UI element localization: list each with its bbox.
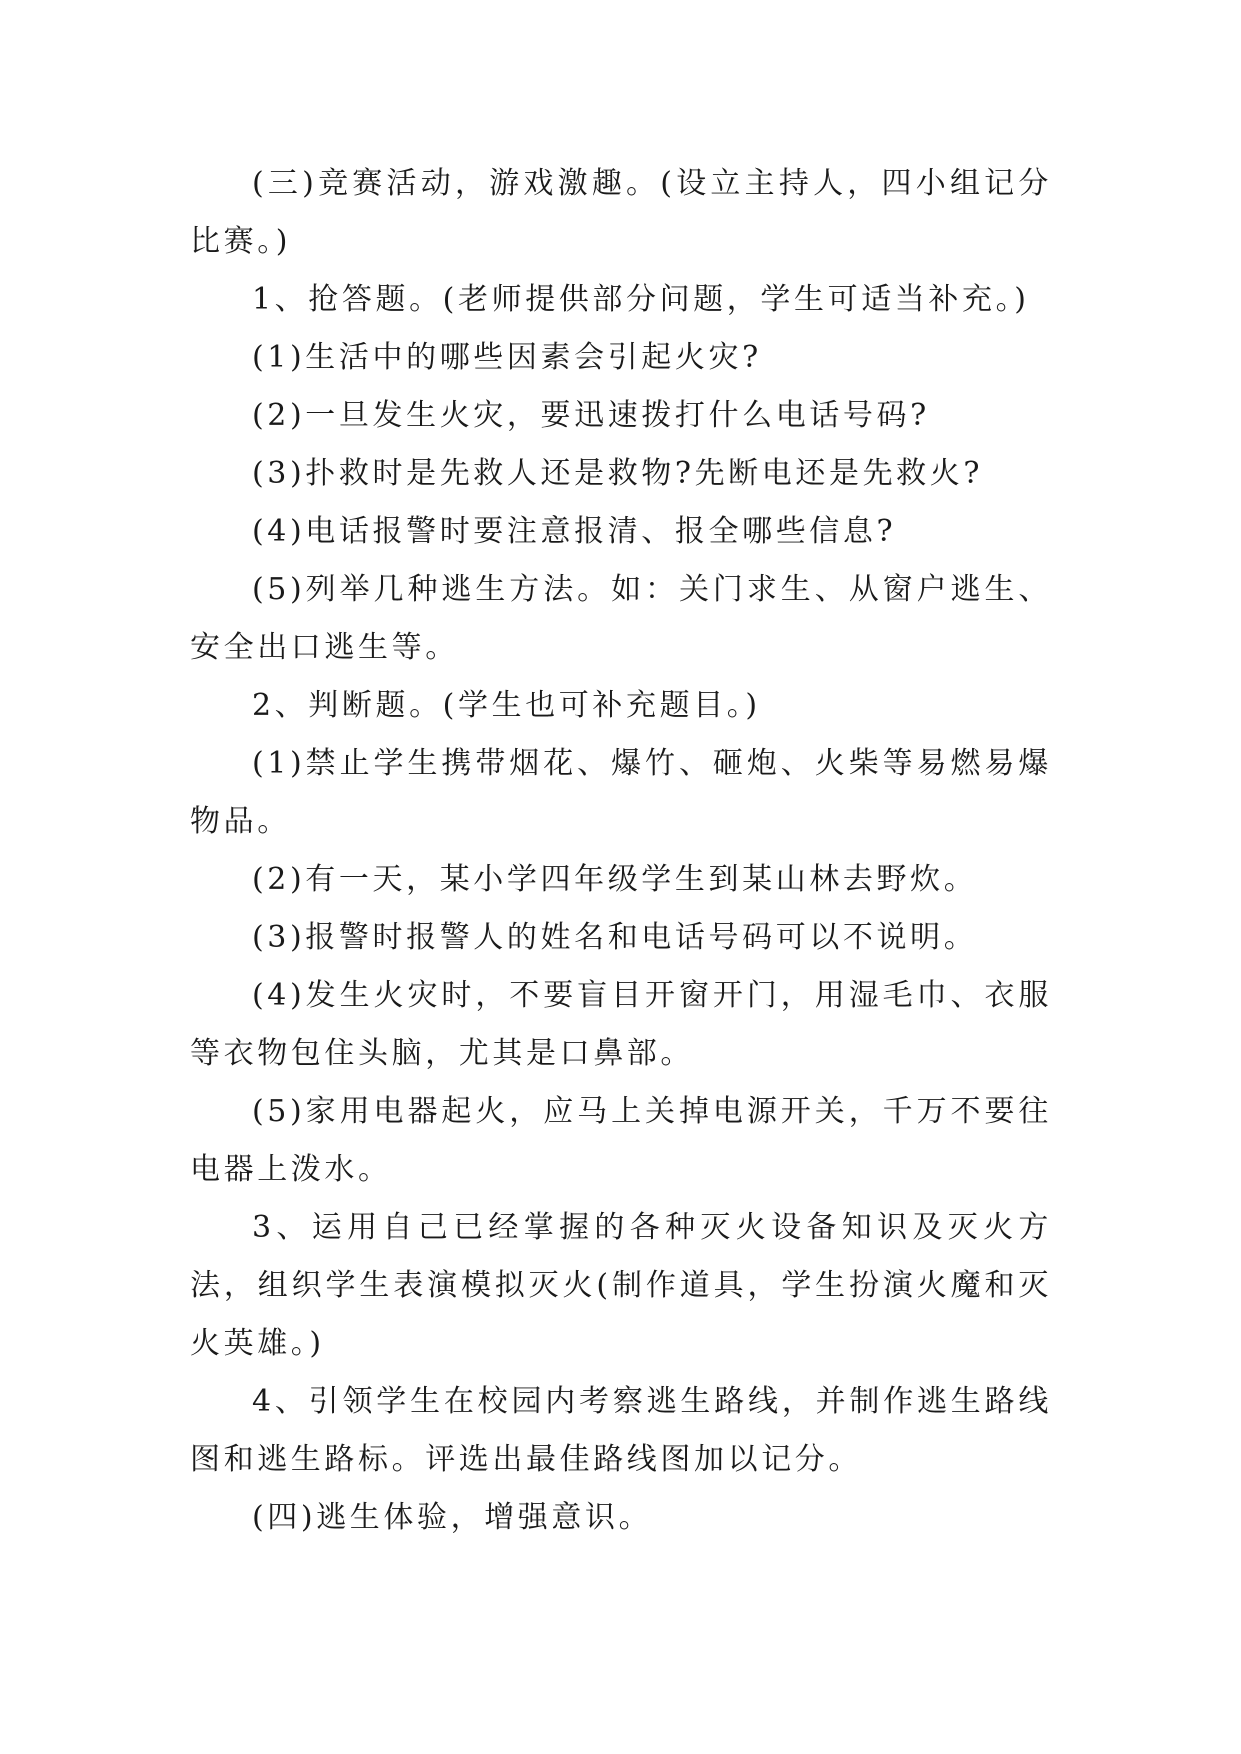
question-2: (2)一旦发生火灾，要迅速拨打什么电话号码?: [252, 398, 930, 433]
statement-1: (1)禁止学生携带烟花、爆竹、砸炮、火柴等易燃易爆物品。: [190, 746, 1052, 839]
item-quick-answer: 1、抢答题。(老师提供部分问题，学生可适当补充。): [252, 282, 1030, 317]
question-3: (3)扑救时是先救人还是救物?先断电还是先救火?: [252, 456, 984, 491]
question-1: (1)生活中的哪些因素会引起火灾?: [252, 340, 762, 375]
item-escape-route: 4、引领学生在校园内考察逃生路线，并制作逃生路线图和逃生路标。评选出最佳路线图加以记分。: [190, 1384, 1052, 1477]
statement-4: (4)发生火灾时，不要盲目开窗开门，用湿毛巾、衣服等衣物包住头脑，尤其是口鼻部。: [190, 978, 1052, 1071]
statement-3: (3)报警时报警人的姓名和电话号码可以不说明。: [252, 920, 978, 955]
question-5: (5)列举几种逃生方法。如：关门求生、从窗户逃生、安全出口逃生等。: [190, 572, 1052, 665]
item-true-false: 2、判断题。(学生也可补充题目。): [252, 688, 761, 723]
section-heading-competition: (三)竞赛活动，游戏激趣。(设立主持人，四小组记分比赛。): [190, 166, 1052, 259]
document-body: [190, 155, 1052, 1547]
statement-2: (2)有一天，某小学四年级学生到某山林去野炊。: [252, 862, 978, 897]
question-4: (4)电话报警时要注意报清、报全哪些信息?: [252, 514, 897, 549]
item-fire-drill-performance: 3、运用自己已经掌握的各种灭火设备知识及灭火方法，组织学生表演模拟灭火(制作道具，学生扮演火魔和灭火英雄。): [190, 1210, 1052, 1361]
section-heading-escape-experience: (四)逃生体验，增强意识。: [252, 1500, 653, 1535]
statement-5: (5)家用电器起火，应马上关掉电源开关，千万不要往电器上泼水。: [190, 1094, 1052, 1187]
